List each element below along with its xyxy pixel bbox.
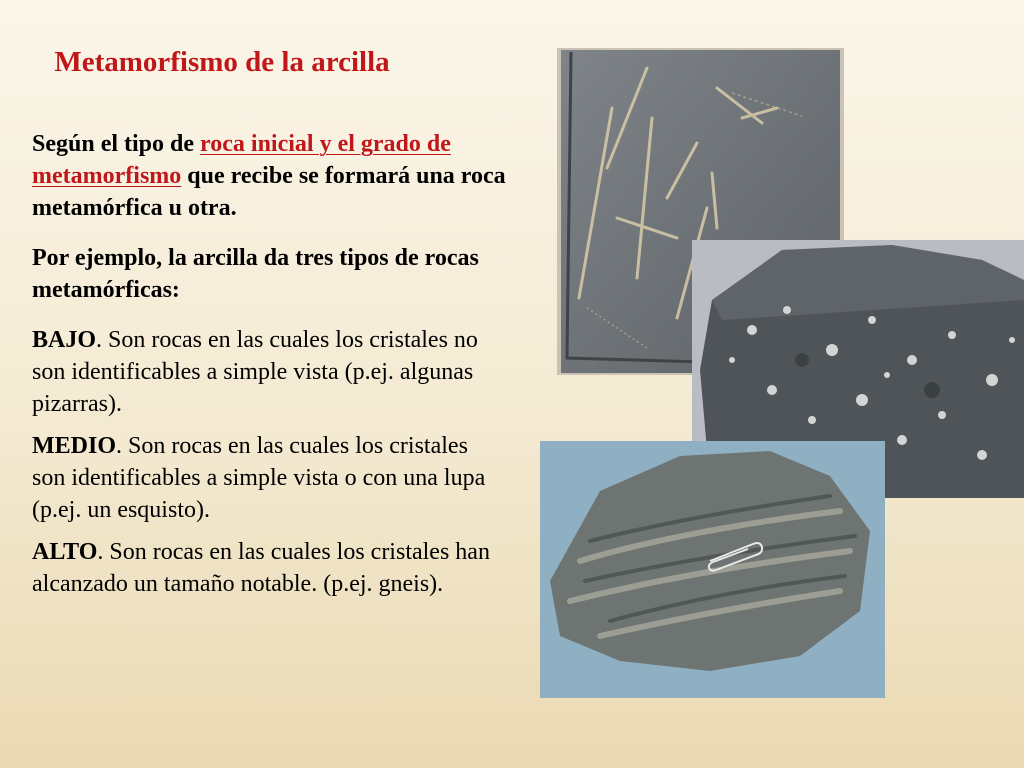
level-medium-label: MEDIO — [32, 433, 116, 459]
level-low-text: . Son rocas en las cuales los cristales no son identificables a simple vista (p.ej. algunas pizarras). — [32, 327, 478, 417]
level-high-text: . Son rocas en las cuales los cristales han alcanzado un tamaño notable. (p.ej. gneis). — [32, 539, 490, 597]
level-low-label: BAJO — [32, 327, 97, 353]
intro-paragraph — [32, 128, 507, 224]
example-paragraph: Por ejemplo, la arcilla da tres tipos de rocas metamórficas: — [32, 245, 479, 303]
level-medium-paragraph — [32, 430, 507, 526]
photo-gneis — [540, 441, 885, 698]
gneis-image — [540, 441, 885, 698]
level-high-label: ALTO — [32, 539, 98, 565]
intro-text-start: Según el tipo de — [32, 131, 201, 157]
intro-highlight: roca inicial y el grado de metamorfismo — [32, 131, 451, 189]
slide-body — [32, 128, 507, 600]
slide-title: Metamorfismo de la arcilla — [54, 46, 390, 78]
level-medium-text: . Son rocas en las cuales los cristales son identificables a simple vista o con una lupa (p.ej. un esquisto). — [32, 433, 486, 523]
intro-text-end: que recibe se formará una roca metamórfica u otra. — [32, 163, 506, 221]
level-high-paragraph — [32, 536, 507, 600]
level-low-paragraph — [32, 324, 507, 420]
